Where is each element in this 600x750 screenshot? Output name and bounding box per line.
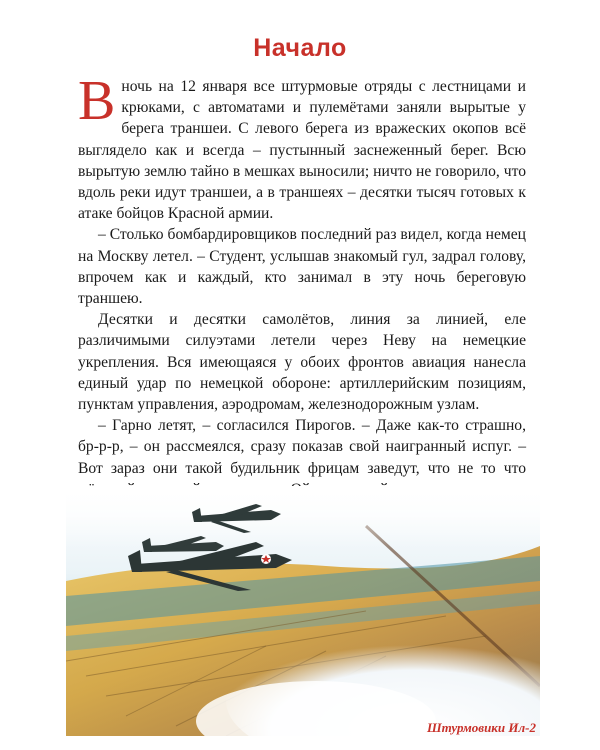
aircraft-illustration (66, 486, 540, 736)
chapter-title: Начало (253, 34, 347, 62)
illustration-caption: Штурмовики Ил-2 (426, 720, 536, 735)
paragraph-1 (78, 70, 526, 224)
paragraph-2: – Столько бомбардировщиков последний раз видел, когда немец на Москву летел. – Студент, услышав знакомый гул, задрал голову, впрочем как и каждый, кто занимал в эту ночь береговую траншею. (78, 226, 526, 308)
paragraph-4: – Гарно летят, – согласился Пирогов. – Даже как-то страшно, бр-р-р, – он рассмеялся, сразу показав свой наигранный испуг. – Вот зараз они такой будильник фрицам заведут, что не то что (78, 417, 526, 477)
body-text (78, 70, 526, 500)
drop-cap: В (78, 70, 116, 132)
paragraph-3: Десятки и десятки самолётов, линия за линией, еле различимыми силуэтами летели через Неву на немецкие укрепления. Вся имеющаяся у обоих фронтов авиация нанесла единый удар по немецкой обороне: артиллерийским позициям, пунктам управления, аэродромам, железнодорожным узлам. (78, 311, 526, 414)
paragraph-1-text: ночь на 12 января все штурмовые отряды с лестницами и крюками, с автоматами и пулемётами заняли вырытые у берега траншеи. С левого берега из вражеских окопов всё выглядело как и всегда – пустынный заснеженный берег. Всю вырытую землю тайно в мешках выносили; ничто не говорило, что вдоль реки идут траншеи, а в траншеях – десятки тысяч готовых к атаке бойцов Красной армии. (78, 78, 526, 223)
